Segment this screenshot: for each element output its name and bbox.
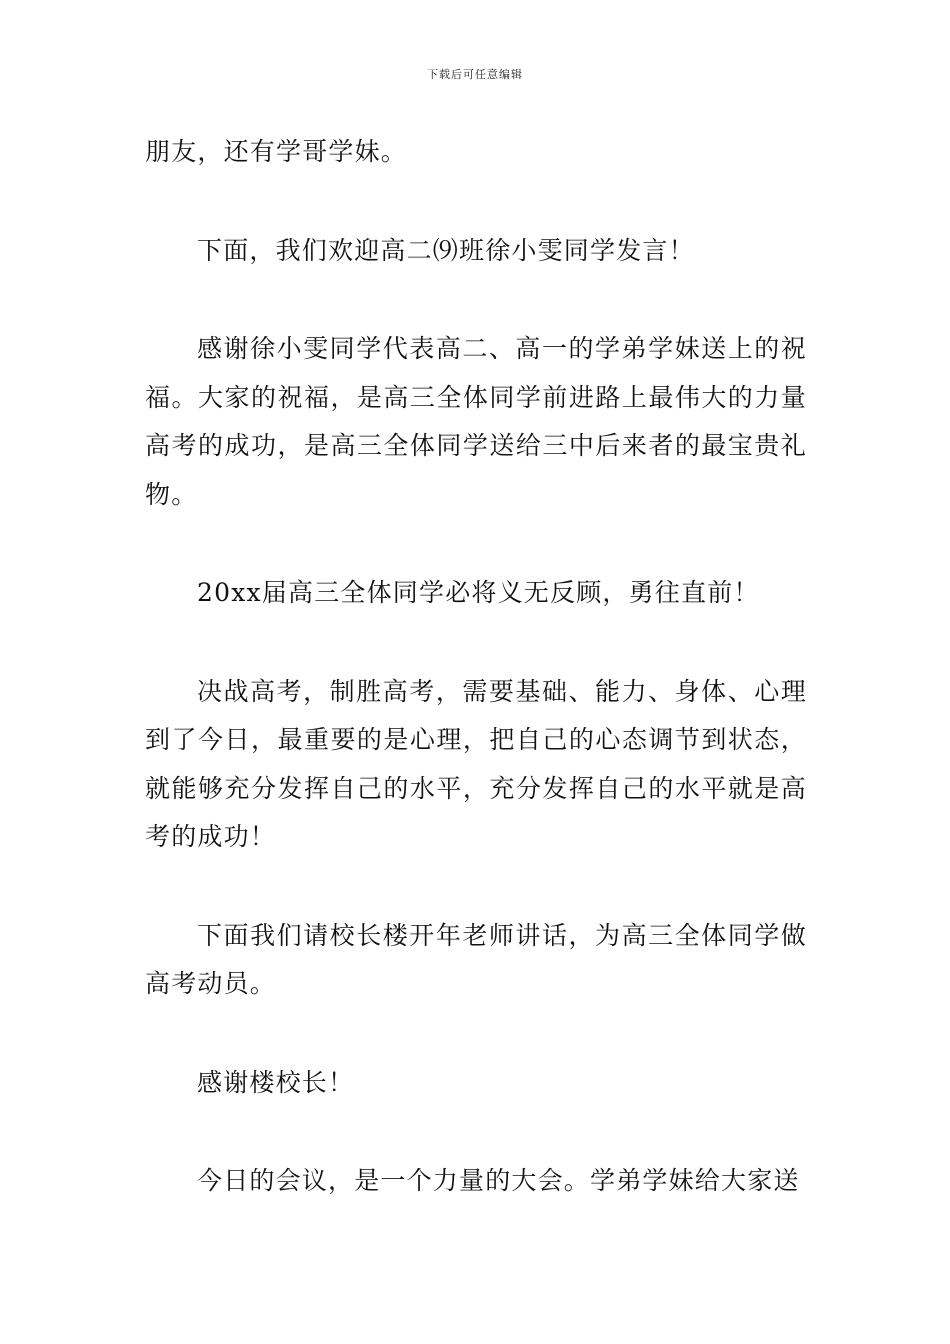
paragraph-gap [145, 1107, 807, 1157]
paragraph-gap [145, 519, 807, 569]
paragraph-gap [145, 618, 807, 668]
paragraph-gap [145, 177, 807, 227]
document-body [145, 128, 807, 1206]
paragraph-continuation: 朋友，还有学哥学妹。 [145, 137, 408, 166]
paragraph-welcome-speaker: 下面，我们欢迎高二⑼班徐小雯同学发言！ [197, 235, 695, 265]
paragraph-class-pledge: 20xx届高三全体同学必将义无反顾，勇往直前！ [197, 578, 760, 607]
paragraph-thanks-blessing: 感谢徐小雯同学代表高二、高一的学弟学妹送上的祝福。大家的祝福，是高三全体同学前进路上最伟大的力量高考的成功，是高三全体同学送给三中后来者的最宝贵礼物。 [145, 334, 807, 509]
paragraph-gap [145, 1009, 807, 1059]
paragraph-gap [145, 862, 807, 912]
paragraph-principal-speech: 下面我们请校长楼开年老师讲话，为高三全体同学做高考动员。 [145, 920, 807, 998]
paragraph-gap [145, 275, 807, 325]
paragraph-exam-mindset: 决战高考，制胜高考，需要基础、能力、身体、心理到了今日，最重要的是心理，把自己的心态调节到状态，就能够充分发挥自己的水平，充分发挥自己的水平就是高考的成功！ [145, 676, 807, 851]
paragraph-thanks-principal: 感谢楼校长！ [197, 1067, 355, 1097]
paragraph-meeting-summary: 今日的会议，是一个力量的大会。学弟学妹给大家送 [197, 1166, 800, 1195]
page-header: 下载后可任意编辑 [427, 68, 523, 81]
